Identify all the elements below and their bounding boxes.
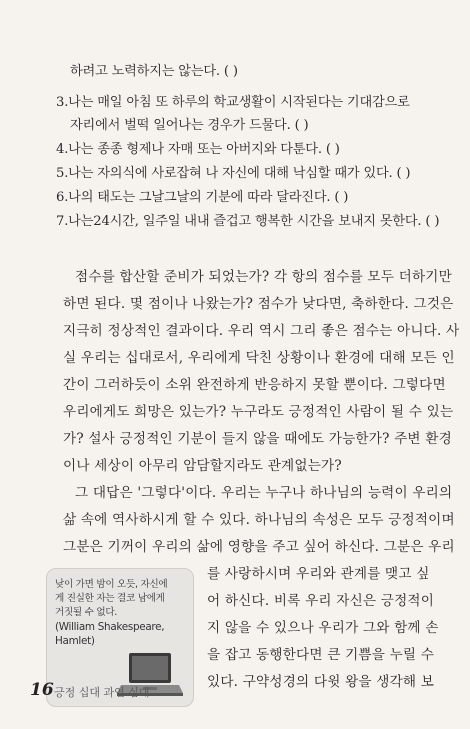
paragraph-line: 가? 설사 긍정적인 기분이 들지 않을 때에도 가능한가? 주변 환경: [63, 431, 452, 447]
quote-source: Hamlet): [55, 635, 95, 647]
paragraph-line: 간이 그러하듯이 소위 완전하게 반응하지 못할 뿐이다. 그렇다면: [63, 377, 446, 393]
question-6-line: 6.나의 태도는 그날그날의 기분에 따라 달라진다. ( ): [56, 190, 349, 205]
paragraph-line: 지극히 정상적인 결과이다. 우리 역시 그리 좋은 점수는 아니다. 사: [63, 323, 460, 339]
paragraph-line: 어 하신다. 비록 우리 자신은 긍정적이: [207, 593, 435, 609]
paragraph-line: 을 잡고 동행한다면 큰 기쁨을 누릴 수: [207, 647, 435, 663]
question-7-line: 7.나는24시간, 일주일 내내 즐겁고 행복한 시간을 보내지 못한다. ( ): [56, 214, 440, 229]
question-line: 자리에서 벌떡 일어나는 경우가 드물다. ( ): [70, 118, 309, 133]
question-4-line: 4.나는 종종 형제나 자매 또는 아버지와 다툰다. ( ): [56, 142, 340, 157]
paragraph-line: 그 대답은 '그렇다'이다. 우리는 누구나 하나님의 능력이 우리의: [75, 485, 453, 501]
paragraph-line: 지 않을 수 있으나 우리가 그와 함께 손: [207, 620, 439, 636]
paragraph-line: 그분은 기꺼이 우리의 삶에 영향을 주고 싶어 하신다. 그분은 우리: [63, 539, 455, 555]
quote-attribution: (William Shakespeare,: [55, 621, 165, 633]
paragraph-line: 이나 세상이 아무리 암담할지라도 관계없는가?: [63, 458, 342, 474]
paragraph-line: 있다. 구약성경의 다윗 왕을 생각해 보: [207, 674, 435, 690]
paragraph-line: 삶 속에 역사하시게 할 수 있다. 하나님의 속성은 모두 긍정적이며: [63, 512, 455, 528]
quote-text-line: 게 진실한 자는 결코 남에게: [55, 593, 165, 604]
paragraph-line: 우리에게도 희망은 있는가? 누구라도 긍정적인 사람이 될 수 있는: [63, 404, 454, 420]
quote-text-line: 낮이 가면 밤이 오듯, 자신에: [55, 579, 168, 590]
running-title: 긍정 십대 과연 십대: [54, 686, 150, 699]
question-line: 하려고 노력하지는 않는다. ( ): [70, 64, 238, 79]
paragraph-line: 를 사랑하시며 우리와 관계를 맺고 싶: [207, 566, 430, 582]
paragraph-line: 하면 된다. 몇 점이나 나왔는가? 점수가 낮다면, 축하한다. 그것은: [63, 296, 454, 312]
quote-text-line: 거짓될 수 없다.: [55, 607, 118, 618]
paragraph-line: 점수를 합산할 준비가 되었는가? 각 항의 점수를 모두 더하기만: [75, 269, 452, 285]
question-3-line: 3.나는 매일 아침 또 하루의 학교생활이 시작된다는 기대감으로: [56, 95, 410, 110]
page-number: 16: [30, 680, 54, 700]
question-5-line: 5.나는 자의식에 사로잡혀 나 자신에 대해 낙심할 때가 있다. ( ): [56, 166, 411, 181]
paragraph-line: 실 우리는 십대로서, 우리에게 닥친 상황이나 환경에 대해 모든 인: [63, 350, 455, 366]
